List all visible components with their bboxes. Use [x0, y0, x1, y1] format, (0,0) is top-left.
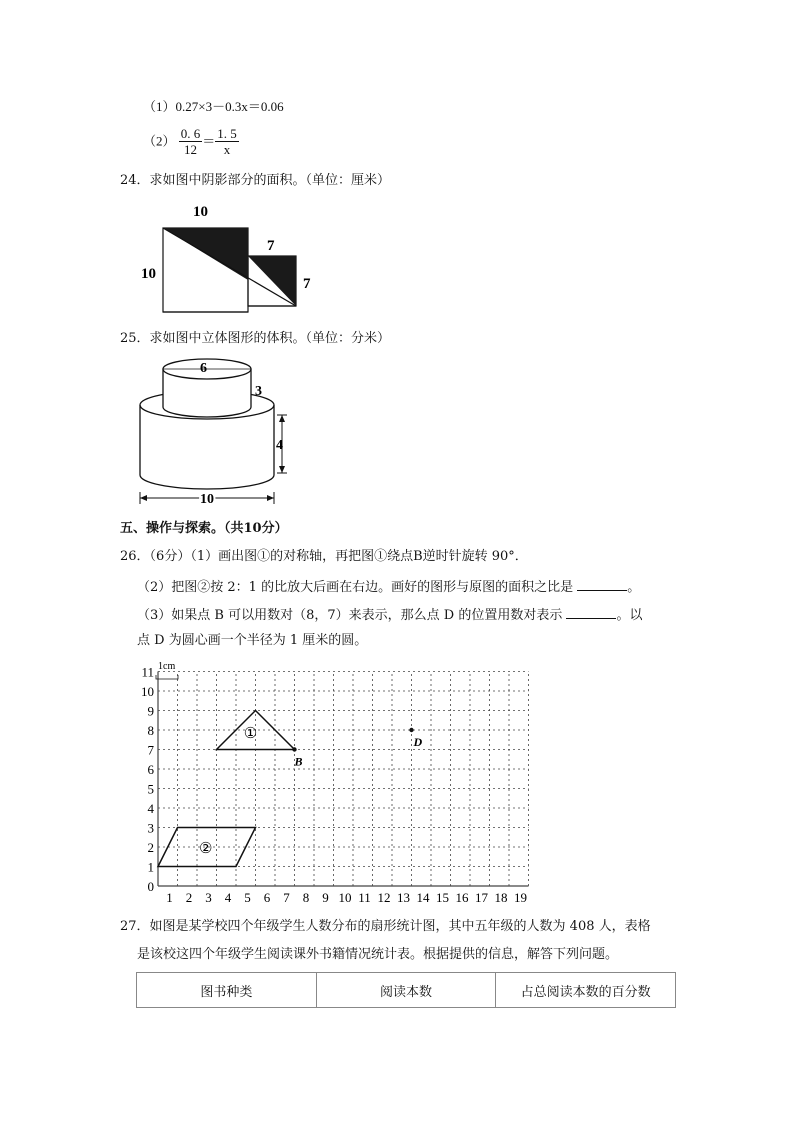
answer-blank-coordinate[interactable]	[566, 606, 616, 619]
equation-2	[143, 126, 239, 157]
y-tick-label: 4	[147, 801, 154, 816]
arrow-right	[267, 495, 274, 501]
x-tick-label: 11	[358, 890, 371, 905]
shaded-triangle-small	[248, 256, 296, 306]
label-top: 10	[193, 204, 208, 220]
y-tick-label: 3	[147, 820, 154, 836]
label-mid: 7	[267, 238, 275, 254]
grid-lines	[158, 672, 529, 887]
x-tick-label: 1	[166, 890, 173, 905]
x-tick-label: 10	[338, 890, 352, 905]
fraction-right-numerator: 1. 5	[217, 126, 237, 141]
label-right: 7	[303, 276, 311, 292]
x-axis-labels	[166, 890, 527, 905]
y-tick-label: 1	[147, 859, 154, 875]
unit-bracket	[156, 675, 178, 679]
equation-1-label: （1）	[143, 99, 176, 114]
fraction-right	[215, 126, 239, 157]
section-5-title: 五、操作与探索。（共10分）	[120, 521, 288, 536]
question-26-line-3	[137, 606, 642, 625]
y-tick-label: 8	[147, 723, 154, 738]
equation-1	[143, 98, 284, 116]
fraction-left-numerator: 0. 6	[180, 126, 201, 141]
answer-blank-ratio[interactable]	[577, 578, 627, 591]
x-tick-label: 19	[514, 890, 527, 905]
question-26-line-4: 点 D 为圆心画一个半径为 1 厘米的圆。	[137, 633, 368, 648]
x-tick-label: 8	[302, 890, 310, 905]
question-26-line-2-text: （2）把图②按 2：1 的比放大后画在右边。画好的图形与原图的面积之比是	[137, 580, 578, 595]
y-tick-label: 6	[147, 762, 154, 777]
label-top-diameter: 6	[200, 361, 207, 376]
x-tick-label: 3	[205, 890, 212, 905]
x-tick-label: 5	[244, 890, 251, 905]
x-tick-label: 18	[494, 890, 508, 905]
equation-1-expression: 0.27×3－0.3x＝0.06	[175, 99, 284, 114]
question-24-text: 24．求如图中阴影部分的面积。（单位：厘米）	[120, 173, 391, 188]
table-header-cell: 图书种类	[137, 973, 317, 1008]
arrow-up	[279, 415, 285, 422]
reading-stats-table	[136, 972, 676, 1008]
equation-2-label: （2）	[143, 133, 176, 149]
coordinate-grid	[130, 660, 530, 908]
question-27-line-1: 27．如图是某学校四个年级学生人数分布的扇形统计图，其中五年级的人数为 408 人，表格	[120, 919, 651, 934]
fraction-left-denominator: 12	[184, 142, 198, 157]
unit-label: 1cm	[158, 661, 176, 672]
x-tick-label: 2	[185, 890, 193, 905]
y-tick-label: 10	[141, 684, 154, 699]
label-top-height: 3	[255, 384, 262, 399]
y-tick-label: 9	[147, 703, 154, 719]
question-26-line-3-end: 。以	[616, 608, 643, 623]
x-tick-label: 6	[263, 890, 271, 905]
x-tick-label: 14	[416, 890, 430, 905]
question-26-line-1: 26．（6分）（1）画出图①的对称轴，再把图①绕点B逆时针旋转 90°．	[120, 549, 528, 564]
question-27-line-2: 是该校这四个年级学生阅读课外书籍情况统计表。根据提供的信息，解答下列问题。	[137, 947, 619, 962]
x-tick-label: 12	[377, 890, 391, 905]
shaded-area-figure	[135, 198, 325, 320]
point-b	[292, 747, 296, 751]
x-tick-label: 15	[436, 890, 449, 905]
shape-2-label: ②	[198, 840, 213, 857]
x-tick-label: 16	[455, 890, 469, 905]
x-tick-label: 7	[283, 890, 290, 905]
y-tick-label: 0	[147, 879, 154, 894]
y-tick-label: 7	[147, 742, 154, 758]
table-header-cell: 阅读本数	[316, 973, 496, 1008]
point-d-label: D	[413, 735, 423, 749]
fraction-left	[179, 126, 203, 157]
question-26-line-3-text: （3）如果点 B 可以用数对（8，7）来表示，那么点 D 的位置用数对表示	[137, 608, 567, 623]
y-tick-label: 11	[141, 664, 154, 680]
x-tick-label: 13	[397, 890, 410, 905]
y-tick-label: 2	[147, 840, 154, 855]
label-left: 10	[141, 266, 156, 282]
question-26-line-2-end: 。	[627, 580, 641, 595]
label-bottom-diameter: 10	[200, 492, 214, 507]
arrow-left	[140, 495, 147, 501]
equals-sign: ＝	[202, 133, 216, 149]
fraction-right-denominator: x	[223, 142, 231, 157]
point-b-label: B	[294, 754, 303, 769]
y-axis-labels	[141, 665, 155, 895]
point-d	[409, 728, 413, 732]
x-tick-label: 4	[224, 890, 232, 905]
x-tick-label: 9	[322, 890, 329, 905]
table-header-cell: 占总阅读本数的百分数	[496, 973, 676, 1008]
question-25-text: 25．求如图中立体图形的体积。（单位：分米）	[120, 331, 391, 346]
cylinder-figure	[130, 355, 310, 515]
question-26-line-2	[137, 578, 640, 597]
arrow-down	[279, 466, 285, 473]
shape-1-label: ①	[243, 725, 258, 742]
y-tick-label: 5	[147, 781, 154, 797]
x-tick-label: 17	[475, 890, 488, 905]
table-header-row	[137, 973, 676, 1008]
label-bottom-height: 4	[276, 438, 283, 453]
